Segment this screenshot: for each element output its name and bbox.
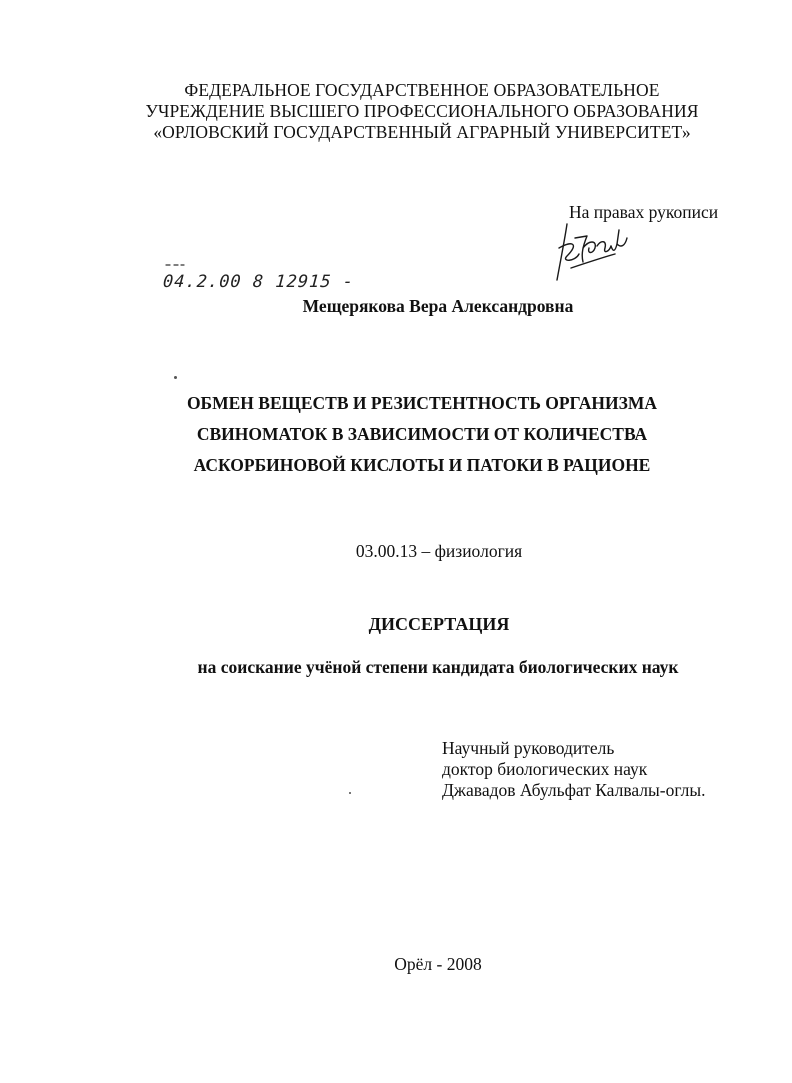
handwritten-signature xyxy=(553,218,635,284)
title-line-2: СВИНОМАТОК В ЗАВИСИМОСТИ ОТ КОЛИЧЕСТВА xyxy=(196,424,648,444)
author-name: Мещерякова Вера Александровна xyxy=(302,296,574,316)
city-and-year: Орёл - 2008 xyxy=(394,954,482,974)
scan-speck xyxy=(349,792,351,794)
supervisor-role: Научный руководитель xyxy=(442,738,615,758)
supervisor-degree: доктор биологических наук xyxy=(442,759,648,779)
registration-stamp: 04.2.00 8 12915 - xyxy=(162,272,355,292)
institution-line-2: УЧРЕЖДЕНИЕ ВЫСШЕГО ПРОФЕССИОНАЛЬНОГО ОБРАЗОВАНИЯ xyxy=(145,101,699,121)
specialty-code: 03.00.13 – физиология xyxy=(355,541,523,561)
supervisor-name: Джавадов Абульфат Калвалы-оглы. xyxy=(442,780,706,800)
title-line-3: АСКОРБИНОВОЙ КИСЛОТЫ И ПАТОКИ В РАЦИОНЕ xyxy=(193,455,651,475)
dissertation-title xyxy=(0,388,792,481)
document-type: ДИССЕРТАЦИЯ xyxy=(368,614,510,634)
manuscript-rights-note: На правах рукописи xyxy=(569,202,719,222)
degree-statement: на соискание учёной степени кандидата биологических наук xyxy=(197,657,679,677)
stamp-mark xyxy=(164,259,186,269)
supervisor-block xyxy=(442,738,706,801)
title-line-1: ОБМЕН ВЕЩЕСТВ И РЕЗИСТЕНТНОСТЬ ОРГАНИЗМА xyxy=(186,393,658,413)
institution-header xyxy=(0,80,792,143)
institution-line-1: ФЕДЕРАЛЬНОЕ ГОСУДАРСТВЕННОЕ ОБРАЗОВАТЕЛЬНОЕ xyxy=(184,80,660,100)
institution-line-3: «ОРЛОВСКИЙ ГОСУДАРСТВЕННЫЙ АГРАРНЫЙ УНИВЕРСИТЕТ» xyxy=(153,122,691,142)
scan-speck xyxy=(174,376,177,379)
